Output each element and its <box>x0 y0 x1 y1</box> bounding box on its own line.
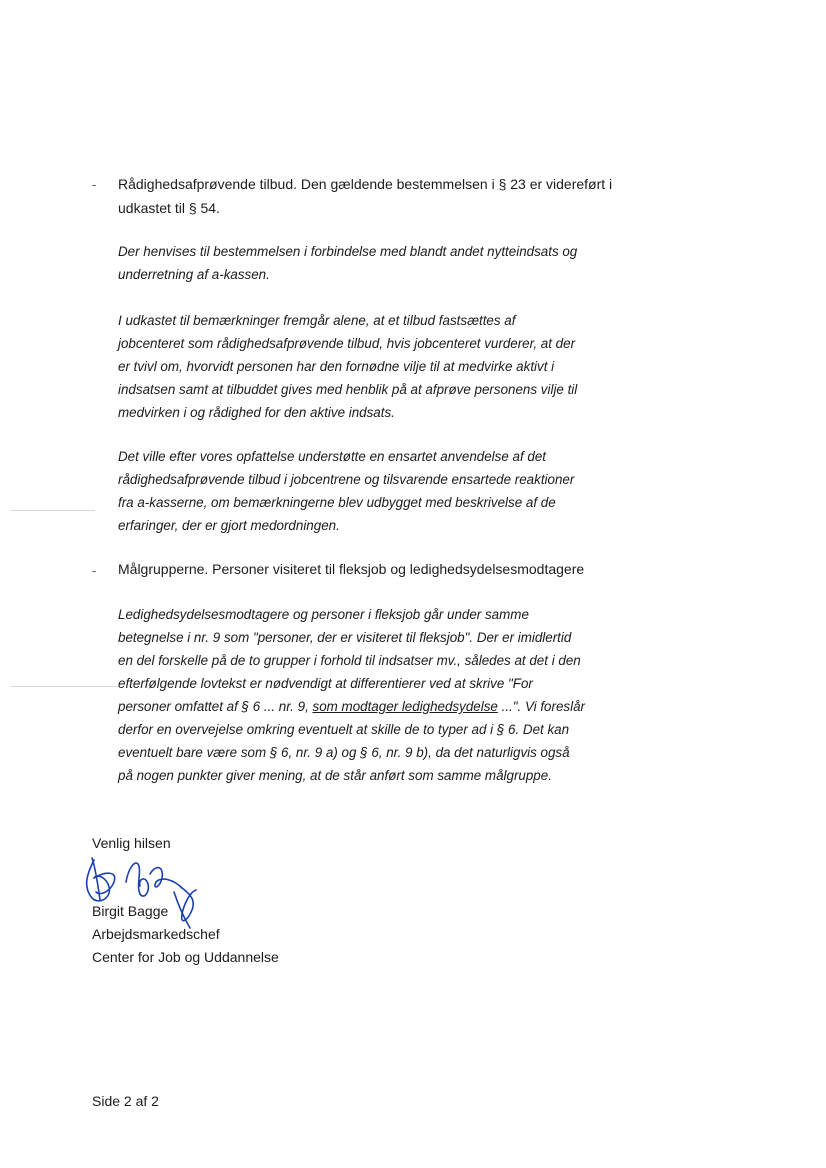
signatory-name: Birgit Bagge <box>92 903 169 919</box>
scan-artifact-line <box>10 686 118 687</box>
text-fragment: ...". Vi foreslår <box>497 699 585 714</box>
text-line: en del forskelle på de to grupper i forhold til indsatser mv., således at det i den <box>118 653 581 668</box>
underlined-text: som modtager ledighedsydelse <box>312 699 498 714</box>
page-number: Side 2 af 2 <box>92 1093 159 1109</box>
section1-paragraph-2 <box>118 309 628 424</box>
section1-heading-line1: Rådighedsafprøvende tilbud. Den gældende bestemmelsen i § 23 er videreført i <box>118 176 613 192</box>
text-line: derfor en overvejelse omkring eventuelt at skille de to typer ad i § 6. Det kan <box>118 722 570 737</box>
section2-heading: Målgrupperne. Personer visiteret til fleksjob og ledighedsydelsesmodtagere <box>118 561 585 577</box>
text-line: erfaringer, der er gjort medordningen. <box>118 518 340 533</box>
text-line: underretning af a-kassen. <box>118 267 270 282</box>
bullet-dash: - <box>92 563 97 578</box>
text-line <box>118 695 628 718</box>
text-fragment: personer omfattet af § 6 ... nr. 9, <box>118 699 313 714</box>
text-line: jobcenteret som rådighedsafprøvende tilbud, hvis jobcenteret vurderer, at der <box>118 336 576 351</box>
scan-artifact-line <box>10 510 95 511</box>
text-line: indsatsen samt at tilbuddet gives med henblik på at afprøve personens vilje til <box>118 382 578 397</box>
text-line: Der henvises til bestemmelsen i forbindelse med blandt andet nytteindsats og <box>118 244 578 259</box>
text-line: betegnelse i nr. 9 som "personer, der er visiteret til fleksjob". Der er imidlertid <box>118 630 572 645</box>
text-line: på nogen punkter giver mening, at de står anført som samme målgruppe. <box>118 768 552 783</box>
signatory-title: Arbejdsmarkedschef <box>92 926 220 942</box>
text-line: fra a-kasserne, om bemærkningerne blev udbygget med beskrivelse af de <box>118 495 556 510</box>
text-line: medvirken i og rådighed for den aktive indsats. <box>118 405 395 420</box>
section1-paragraph-3 <box>118 445 628 537</box>
text-line: rådighedsafprøvende tilbud i jobcentrene og tilsvarende ensartede reaktioner <box>118 472 575 487</box>
text-line: eventuelt bare være som § 6, nr. 9 a) og § 6, nr. 9 b), da det naturligvis også <box>118 745 570 760</box>
text-line: er tvivl om, hvorvidt personen har den fornødne vilje til at medvirke aktivt i <box>118 359 555 374</box>
text-line: Det ville efter vores opfattelse understøtte en ensartet anvendelse af det <box>118 449 547 464</box>
section2-paragraph <box>118 603 628 787</box>
signatory-department: Center for Job og Uddannelse <box>92 949 279 965</box>
text-line: Ledighedsydelsesmodtagere og personer i fleksjob går under samme <box>118 607 529 622</box>
text-line: efterfølgende lovtekst er nødvendigt at differentierer ved at skrive "For <box>118 676 533 691</box>
bullet-dash: - <box>92 177 97 192</box>
section1-paragraph-1 <box>118 240 628 286</box>
section1-heading-line2: udkastet til § 54. <box>118 200 220 216</box>
text-line: I udkastet til bemærkninger fremgår alene, at et tilbud fastsættes af <box>118 313 516 328</box>
closing-greeting: Venlig hilsen <box>92 835 171 851</box>
